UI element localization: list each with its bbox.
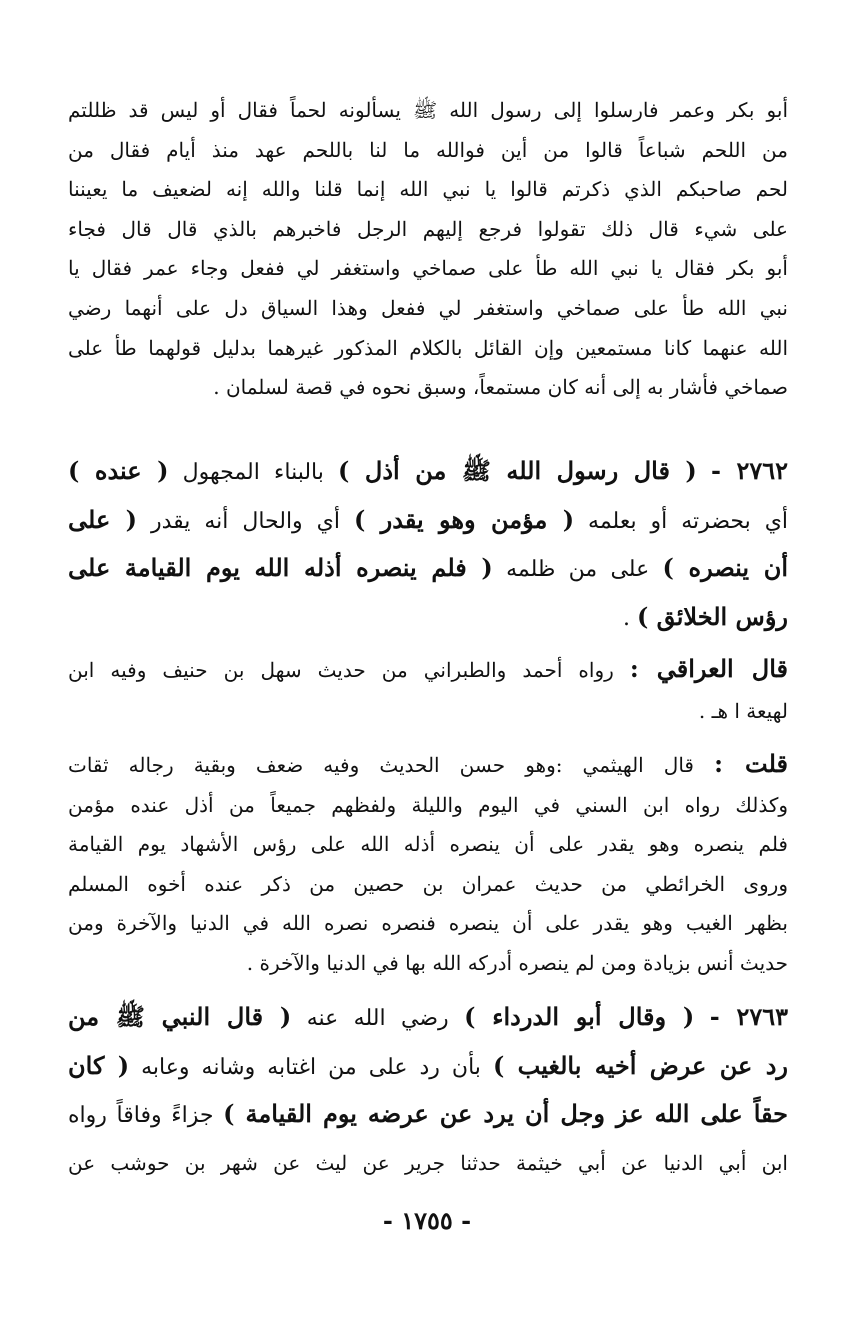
commentary: بأن رد على من اغتابه وشانه وعابه xyxy=(141,1054,481,1080)
entry-line xyxy=(68,994,788,1043)
hadith-quote: ( فلم ينصره أذله الله يوم القيامة على xyxy=(68,553,493,582)
text-line: صماخي فأشار به إلى أنه كان مستمعاً، وسبق نحوه في قصة لسلمان . xyxy=(213,375,788,400)
commentary: على من ظلمه xyxy=(506,557,650,582)
commentary: رضي الله عنه xyxy=(306,1006,449,1031)
note-line: وكذلك رواه ابن السني في اليوم والليلة ولفظهم جميعاً من أذل عنده مؤمن xyxy=(68,792,788,817)
hadith-quote: أن ينصره ) xyxy=(662,553,789,582)
text-line: من اللحم شباعاً قالوا من أين فوالله ما لنا باللحم عهد منذ أيام فقال من xyxy=(68,137,788,162)
entry-line xyxy=(68,1091,788,1140)
text-line: الله عنهما كانا مستمعين وإن القائل بالكلام المذكور غيرهما بدليل قولهما طأ على xyxy=(68,335,788,360)
note-line: حديث أنس بزيادة ومن لم ينصره أدركه الله بها في الدنيا والآخرة . xyxy=(246,950,788,975)
hadith-quote: رؤس الخلائق ) xyxy=(636,601,788,631)
entry-line xyxy=(68,545,788,594)
entry-line xyxy=(68,594,788,643)
entry-number: ٢٧٦٣ - xyxy=(709,1002,788,1031)
text-line: على شيء قال ذلك تقولوا فرجع إليهم الرجل فاخبرهم بالذي قال قال فجاء xyxy=(68,216,788,241)
hadith-entry-2763 xyxy=(68,994,788,1186)
note-line: بظهر الغيب وهو يقدر على أن ينصره فنصره نصره الله في الدنيا والآخرة ومن xyxy=(68,911,788,935)
page-number: - ١٧٥٥ - xyxy=(382,1206,472,1235)
note-line: وروى الخرائطي من حديث عمران بن حصين من ذكر عنده أخوه المسلم xyxy=(68,871,788,896)
text-line: أبو بكر فقال يا نبي الله طأ على صماخي واستغفر لي ففعل وجاء عمر فقال يا xyxy=(68,256,788,281)
hadith-quote: ( عنده ) xyxy=(68,456,169,485)
hadith-quote: رد عن عرض أخيه بالغيب ) xyxy=(492,1050,788,1080)
paragraph-continuation xyxy=(68,91,788,408)
note-label: قلت : xyxy=(714,749,789,778)
note-qultu xyxy=(68,744,788,983)
hadith-entry-2762 xyxy=(68,448,788,642)
entry-line xyxy=(68,1043,788,1092)
note-line: فلم ينصره وهو يقدر على أن ينصره أذله الله على رؤس الأشهاد يوم القيامة xyxy=(68,832,788,856)
entry-line: ابن أبي الدنيا عن أبي خيثمة حدثنا جرير عن ليث عن شهر بن حوشب عن xyxy=(68,1150,788,1175)
commentary: أي بحضرته أو بعلمه xyxy=(588,508,789,534)
note-text: رواه أحمد والطبراني من حديث سهل بن حنيف وفيه ابن xyxy=(68,658,614,682)
note-line xyxy=(68,648,788,691)
note-text: قال الهيثمي :وهو حسن الحديث وفيه ضعف وبقية رجاله ثقات xyxy=(68,753,694,777)
entry-line xyxy=(68,448,788,497)
hadith-quote: حقاً على الله عز وجل أن يرد عن عرضه يوم القيامة ) xyxy=(223,1099,788,1128)
entry-line xyxy=(68,497,788,546)
commentary: جزاءً وفاقاً رواه xyxy=(68,1103,214,1128)
note-line xyxy=(68,744,788,786)
commentary: أي والحال أنه يقدر xyxy=(150,508,340,534)
entry-number: ٢٧٦٢ - xyxy=(710,456,788,485)
hadith-quote: ( قال النبي ﷺ من xyxy=(68,1002,292,1031)
punctuation: . xyxy=(622,605,637,631)
hadith-quote: ( قال رسول الله ﷺ من أذل ) xyxy=(338,456,697,485)
text-line: أبو بكر وعمر فارسلوا إلى رسول الله ﷺ يسألونه لحماً فقال أو ليس قد ظللتم xyxy=(68,98,788,122)
hadith-quote: ( على xyxy=(68,504,137,534)
note-label: قال العراقي : xyxy=(629,654,788,683)
hadith-quote: ( مؤمن وهو يقدر ) xyxy=(353,504,575,534)
text-line: لحم صاحبكم الذي ذكرتم قالوا يا نبي الله إنما قلنا والله إنه لضعيف ما يعيننا xyxy=(68,177,788,202)
hadith-quote: ( وقال أبو الدرداء ) xyxy=(464,1002,695,1031)
note-iraqi xyxy=(68,648,788,732)
commentary: بالبناء المجهول xyxy=(182,460,324,485)
note-line: لهيعة ا هـ . xyxy=(698,699,788,723)
hadith-quote: ( كان xyxy=(68,1050,130,1080)
text-line: نبي الله طأ على صماخي واستغفر لي ففعل وهذا السياق دل على أنهما رضي xyxy=(68,295,788,320)
